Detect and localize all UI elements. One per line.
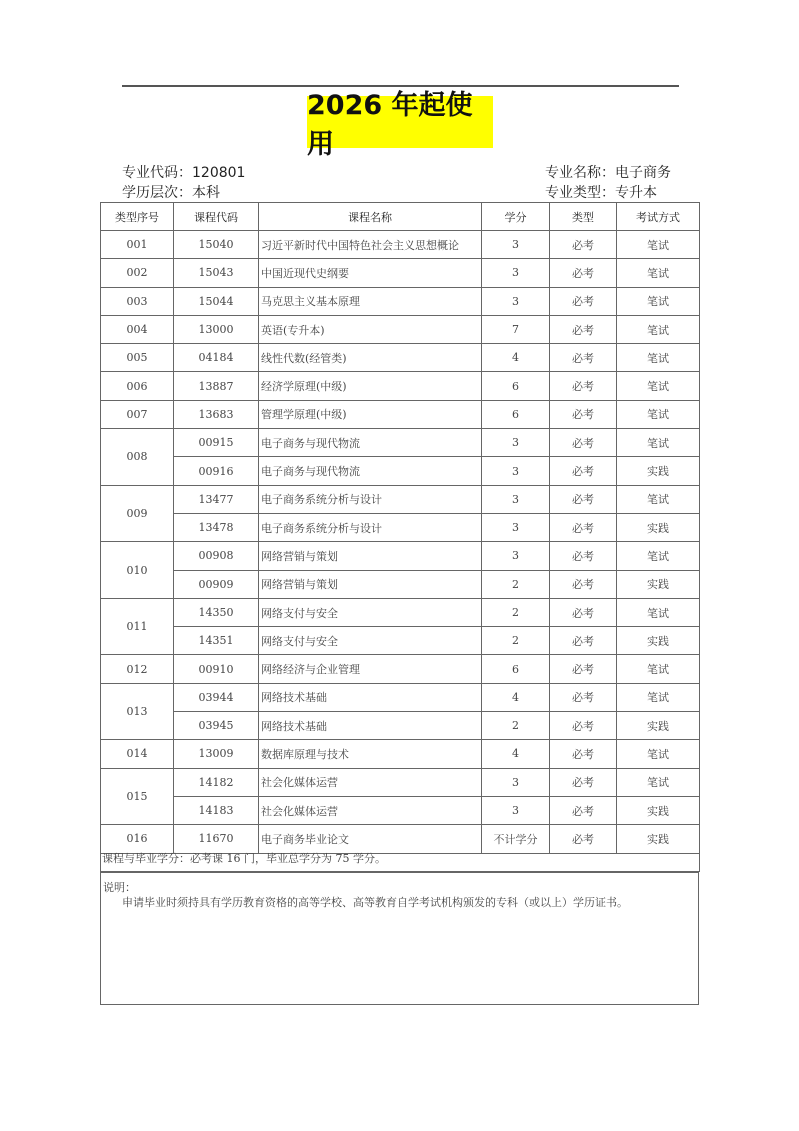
cell-type: 必考 (550, 825, 617, 853)
table-row (101, 740, 700, 768)
major-code-value: 120801 (192, 165, 246, 181)
cell-credit: 2 (482, 627, 550, 655)
cell-code: 11670 (174, 825, 259, 853)
table-row (101, 485, 700, 513)
cell-exam: 笔试 (617, 429, 700, 457)
cell-code: 15040 (174, 231, 259, 259)
cell-code: 00916 (174, 457, 259, 485)
cell-name: 网络营销与策划 (259, 542, 482, 570)
major-type (545, 182, 657, 202)
cell-type: 必考 (550, 513, 617, 541)
cell-seq: 009 (101, 485, 174, 542)
cell-exam: 笔试 (617, 485, 700, 513)
cell-seq: 005 (101, 344, 174, 372)
cell-credit: 2 (482, 570, 550, 598)
cell-type: 必考 (550, 712, 617, 740)
cell-name: 网络经济与企业管理 (259, 655, 482, 683)
cell-type: 必考 (550, 400, 617, 428)
cell-code: 00909 (174, 570, 259, 598)
header-seq: 类型序号 (101, 203, 174, 231)
major-type-value: 专升本 (615, 185, 657, 201)
cell-name: 马克思主义基本原理 (259, 287, 482, 315)
cell-name: 社会化媒体运营 (259, 768, 482, 796)
cell-type: 必考 (550, 259, 617, 287)
cell-name: 网络技术基础 (259, 712, 482, 740)
cell-exam: 笔试 (617, 344, 700, 372)
cell-exam: 实践 (617, 825, 700, 853)
cell-exam: 笔试 (617, 259, 700, 287)
cell-code: 13000 (174, 315, 259, 343)
table-row (101, 655, 700, 683)
course-table (100, 202, 700, 854)
header-code: 课程代码 (174, 203, 259, 231)
table-body (101, 231, 700, 854)
cell-exam: 笔试 (617, 231, 700, 259)
cell-credit: 4 (482, 740, 550, 768)
cell-code: 13477 (174, 485, 259, 513)
cell-credit: 6 (482, 400, 550, 428)
cell-name: 网络营销与策划 (259, 570, 482, 598)
cell-seq: 013 (101, 683, 174, 740)
page-title: 2026 年起使用 (307, 90, 473, 160)
cell-seq: 008 (101, 429, 174, 486)
cell-name: 英语(专升本) (259, 315, 482, 343)
cell-type: 必考 (550, 485, 617, 513)
cell-credit: 3 (482, 796, 550, 824)
cell-seq: 004 (101, 315, 174, 343)
table-row (101, 598, 700, 626)
cell-type: 必考 (550, 683, 617, 711)
cell-name: 电子商务系统分析与设计 (259, 513, 482, 541)
cell-code: 14350 (174, 598, 259, 626)
cell-type: 必考 (550, 542, 617, 570)
major-code-label: 专业代码： (122, 165, 192, 181)
cell-type: 必考 (550, 740, 617, 768)
cell-credit: 3 (482, 542, 550, 570)
cell-name: 网络支付与安全 (259, 598, 482, 626)
cell-code: 00915 (174, 429, 259, 457)
table-row (101, 542, 700, 570)
cell-exam: 实践 (617, 712, 700, 740)
table-row (101, 796, 700, 824)
cell-code: 03944 (174, 683, 259, 711)
cell-credit: 3 (482, 485, 550, 513)
cell-exam: 笔试 (617, 287, 700, 315)
cell-code: 15044 (174, 287, 259, 315)
cell-code: 03945 (174, 712, 259, 740)
education-level-value: 本科 (192, 185, 220, 201)
cell-exam: 笔试 (617, 315, 700, 343)
header-name: 课程名称 (259, 203, 482, 231)
cell-type: 必考 (550, 570, 617, 598)
cell-name: 线性代数(经管类) (259, 344, 482, 372)
cell-code: 13478 (174, 513, 259, 541)
cell-seq: 011 (101, 598, 174, 655)
cell-name: 中国近现代史纲要 (259, 259, 482, 287)
cell-seq: 007 (101, 400, 174, 428)
cell-seq: 014 (101, 740, 174, 768)
cell-type: 必考 (550, 768, 617, 796)
header-credit: 学分 (482, 203, 550, 231)
cell-type: 必考 (550, 655, 617, 683)
cell-type: 必考 (550, 315, 617, 343)
cell-name: 网络技术基础 (259, 683, 482, 711)
cell-type: 必考 (550, 598, 617, 626)
cell-credit: 3 (482, 513, 550, 541)
cell-seq: 012 (101, 655, 174, 683)
cell-name: 电子商务与现代物流 (259, 457, 482, 485)
cell-code: 13683 (174, 400, 259, 428)
cell-credit: 6 (482, 655, 550, 683)
cell-type: 必考 (550, 429, 617, 457)
cell-credit: 4 (482, 344, 550, 372)
cell-credit: 2 (482, 598, 550, 626)
cell-exam: 笔试 (617, 683, 700, 711)
cell-type: 必考 (550, 627, 617, 655)
major-code (122, 162, 245, 182)
cell-exam: 实践 (617, 796, 700, 824)
cell-name: 电子商务与现代物流 (259, 429, 482, 457)
header-exam: 考试方式 (617, 203, 700, 231)
cell-exam: 笔试 (617, 740, 700, 768)
cell-code: 14182 (174, 768, 259, 796)
cell-code: 00908 (174, 542, 259, 570)
cell-exam: 笔试 (617, 768, 700, 796)
major-type-label: 专业类型： (545, 185, 615, 201)
cell-type: 必考 (550, 287, 617, 315)
cell-type: 必考 (550, 344, 617, 372)
education-level (122, 182, 220, 202)
cell-name: 电子商务毕业论文 (259, 825, 482, 853)
cell-credit: 3 (482, 457, 550, 485)
cell-credit: 3 (482, 429, 550, 457)
cell-code: 13009 (174, 740, 259, 768)
major-name-label: 专业名称： (545, 165, 615, 181)
cell-name: 管理学原理(中级) (259, 400, 482, 428)
table-row (101, 712, 700, 740)
cell-credit: 4 (482, 683, 550, 711)
table-row (101, 513, 700, 541)
cell-name: 数据库原理与技术 (259, 740, 482, 768)
table-row (101, 372, 700, 400)
cell-credit: 7 (482, 315, 550, 343)
table-row (101, 400, 700, 428)
table-row (101, 429, 700, 457)
table-row (101, 259, 700, 287)
cell-credit: 3 (482, 287, 550, 315)
cell-type: 必考 (550, 372, 617, 400)
notes-body: 申请毕业时须持具有学历教育资格的高等学校、高等教育自学考试机构颁发的专科（或以上）学历证书。 (122, 896, 628, 909)
cell-credit: 3 (482, 768, 550, 796)
cell-exam: 笔试 (617, 598, 700, 626)
cell-code: 15043 (174, 259, 259, 287)
cell-type: 必考 (550, 457, 617, 485)
cell-exam: 笔试 (617, 655, 700, 683)
cell-code: 14183 (174, 796, 259, 824)
cell-credit: 2 (482, 712, 550, 740)
cell-exam: 笔试 (617, 372, 700, 400)
cell-name: 网络支付与安全 (259, 627, 482, 655)
cell-credit: 不计学分 (482, 825, 550, 853)
cell-exam: 笔试 (617, 400, 700, 428)
cell-name: 习近平新时代中国特色社会主义思想概论 (259, 231, 482, 259)
cell-code: 04184 (174, 344, 259, 372)
cell-exam: 实践 (617, 457, 700, 485)
cell-seq: 003 (101, 287, 174, 315)
table-row (101, 231, 700, 259)
major-name (545, 162, 671, 182)
title-highlight (307, 90, 493, 160)
education-level-label: 学历层次： (122, 185, 192, 201)
cell-seq: 001 (101, 231, 174, 259)
cell-code: 00910 (174, 655, 259, 683)
cell-seq: 006 (101, 372, 174, 400)
cell-exam: 笔试 (617, 542, 700, 570)
cell-exam: 实践 (617, 513, 700, 541)
table-row (101, 683, 700, 711)
cell-type: 必考 (550, 231, 617, 259)
cell-name: 社会化媒体运营 (259, 796, 482, 824)
table-row (101, 457, 700, 485)
cell-credit: 3 (482, 259, 550, 287)
table-row (101, 315, 700, 343)
cell-seq: 015 (101, 768, 174, 825)
cell-seq: 002 (101, 259, 174, 287)
cell-code: 13887 (174, 372, 259, 400)
table-row (101, 768, 700, 796)
table-header-row (101, 203, 700, 231)
table-row (101, 344, 700, 372)
cell-seq: 016 (101, 825, 174, 853)
header-type: 类型 (550, 203, 617, 231)
credit-summary: 课程与毕业学分：必考课 16 门，毕业总学分为 75 学分。 (100, 846, 700, 872)
major-name-value: 电子商务 (615, 165, 671, 181)
notes-box (100, 872, 699, 1005)
cell-credit: 6 (482, 372, 550, 400)
table-row (101, 570, 700, 598)
cell-name: 电子商务系统分析与设计 (259, 485, 482, 513)
cell-exam: 实践 (617, 627, 700, 655)
table-row (101, 287, 700, 315)
cell-exam: 实践 (617, 570, 700, 598)
cell-credit: 3 (482, 231, 550, 259)
notes-label: 说明： (103, 881, 136, 894)
cell-code: 14351 (174, 627, 259, 655)
cell-seq: 010 (101, 542, 174, 599)
cell-type: 必考 (550, 796, 617, 824)
cell-name: 经济学原理(中级) (259, 372, 482, 400)
table-row (101, 627, 700, 655)
